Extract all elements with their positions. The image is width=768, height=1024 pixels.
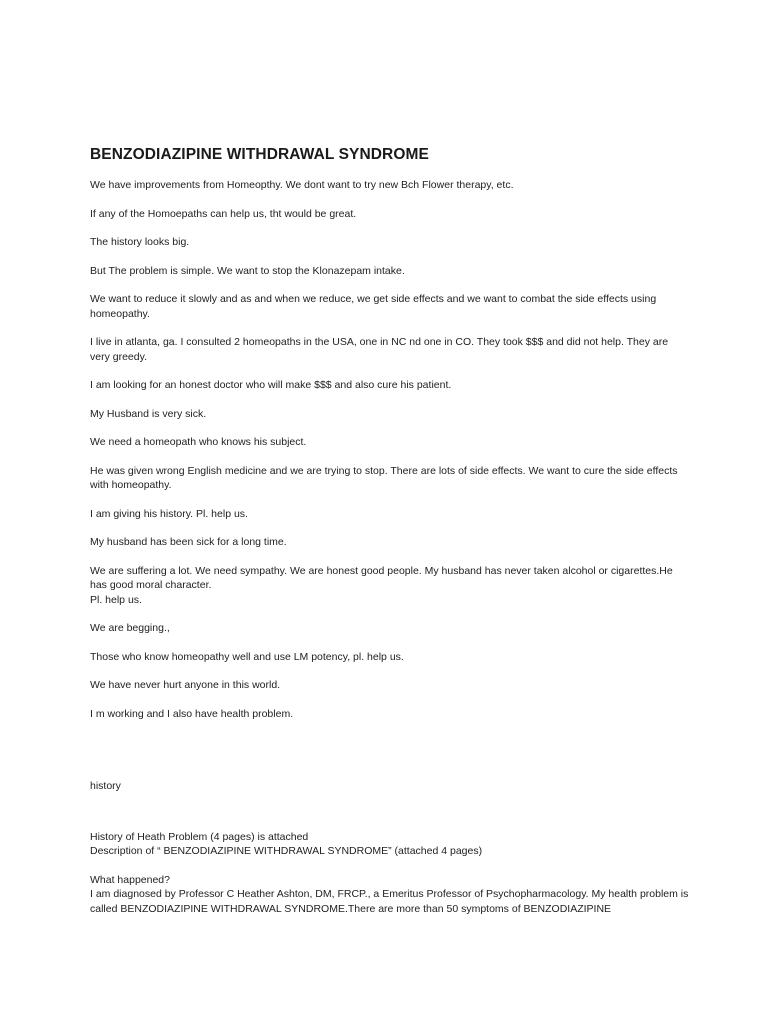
paragraph: I m working and I also have health problem.: [90, 707, 294, 720]
paragraph: He was given wrong English medicine and we are trying to stop. There are lots of side effects. We want to cure the side effects with homeopathy.: [90, 464, 678, 491]
paragraph: I am looking for an honest doctor who will make $$$ and also cure his patient.: [90, 379, 452, 391]
paragraph: We are suffering a lot. We need sympathy. We are honest good people. My husband has never taken alcohol or cigarettes.He has good moral character. Pl. help us.: [90, 564, 673, 606]
paragraph: I am giving his history. Pl. help us.: [90, 507, 248, 520]
paragraph: My Husband is very sick.: [90, 407, 207, 420]
document-title: BENZODIAZIPINE WITHDRAWAL SYNDROME: [90, 146, 429, 163]
paragraph: If any of the Homoepaths can help us, tht would be great.: [90, 207, 357, 220]
paragraph: We need a homeopath who knows his subject.: [90, 436, 307, 448]
paragraph: Those who know homeopathy well and use LM potency, pl. help us.: [90, 650, 404, 663]
history-label: history: [90, 780, 121, 792]
paragraph: But The problem is simple. We want to stop the Klonazepam intake.: [90, 264, 405, 277]
paragraph: My husband has been sick for a long time.: [90, 536, 287, 548]
blank-space: [90, 808, 690, 830]
paragraph: I live in atlanta, ga. I consulted 2 homeopaths in the USA, one in NC nd one in CO. They took $$$ and did not help. They are very greedy.: [90, 336, 669, 363]
paragraph: We want to reduce it slowly and as and when we reduce, we get side effects and we want to combat the side effects using homeopathy.: [90, 293, 657, 320]
what-happened-section: What happened? I am diagnosed by Professor C Heather Ashton, DM, FRCP., a Emeritus Professor of Psychopharmacology. My health problem is called BENZODIAZIPINE WITHDRAWAL SYNDROME.There are more than 50 symptoms of BENZODIAZIPINE: [90, 873, 689, 915]
history-attachment-note: History of Heath Problem (4 pages) is attached Description of “ BENZODIAZIPINE WITHDRAWAL SYNDROME” (attached 4 pages): [90, 830, 483, 857]
blank-space: [90, 735, 690, 779]
paragraph: We have never hurt anyone in this world.: [90, 679, 281, 691]
document-page: [90, 146, 690, 930]
paragraph: We are begging.,: [90, 622, 170, 634]
paragraph: We have improvements from Homeopthy. We dont want to try new Bch Flower therapy, etc.: [90, 179, 514, 191]
paragraph: The history looks big.: [90, 236, 190, 248]
